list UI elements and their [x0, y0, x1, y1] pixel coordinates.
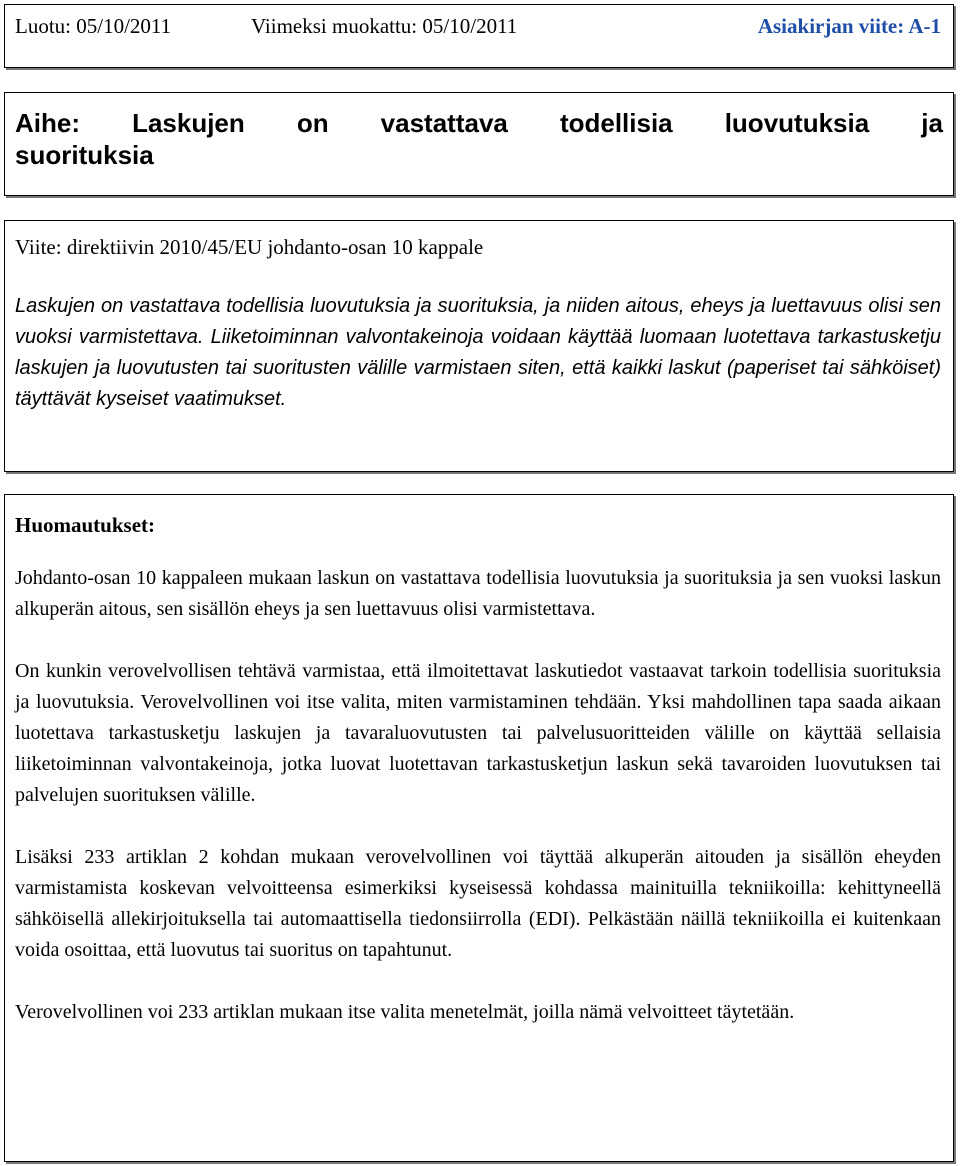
created-date: Luotu: 05/10/2011 [15, 14, 172, 38]
notes-box [4, 494, 954, 1162]
subject-word: todellisia [559, 108, 673, 138]
reference-text: Laskujen on vastattava todellisia luovutuksia ja suorituksia, ja niiden aitous, eheys ja luettavuus olisi sen vuoksi varmistettava. Liiketoiminnan valvontakeinoja voidaan käyttää luomaan luotettava tarkastusketju laskujen ja luovutusten tai suoritusten välille varmistaen siten, että kaikki laskut (paperiset tai sähköiset) täyttävät kyseiset vaatimukset. [15, 295, 941, 410]
subject-box [4, 92, 954, 196]
reference-citation: Viite: direktiivin 2010/45/EU johdanto-osan 10 kappale [15, 235, 484, 259]
subject-word: vastattava [380, 108, 508, 138]
notes-paragraph: On kunkin verovelvollisen tehtävä varmistaa, että ilmoitettavat laskutiedot vastaavat tarkoin todellisia suorituksia ja luovutuksia. Verovelvollinen voi itse valita, miten varmistaminen tehdään. Yksi mahdollinen tapa saada aikaan luotettava tarkastusketju laskujen ja tavaraluovutusten tai palvelusuoritteiden välille on käyttää sellaisia liiketoiminnan valvontakeinoja, jotka luovat luotettavan tarkastusketjun laskun sekä tavaroiden luovutuksen tai palvelujen suorituksen välille. [15, 660, 941, 806]
subject-line-2: suorituksia [15, 140, 154, 170]
notes-body [15, 563, 941, 1059]
subject-word: ja [921, 108, 943, 138]
document-header [4, 4, 954, 68]
notes-paragraph: Verovelvollinen voi 233 artiklan mukaan itse valita menetelmät, joilla nämä velvoitteet täytetään. [15, 1001, 795, 1023]
subject-word: Laskujen [132, 108, 245, 138]
subject-title [15, 107, 943, 171]
notes-paragraph: Johdanto-osan 10 kappaleen mukaan laskun on vastattava todellisia luovutuksia ja suorituksia ja sen vuoksi laskun alkuperän aitous, sen sisällön eheys ja sen luettavuus olisi varmistettava. [15, 567, 941, 620]
notes-heading: Huomautukset: [15, 513, 156, 537]
reference-box [4, 220, 954, 472]
subject-word: on [296, 108, 329, 138]
document-reference: Asiakirjan viite: A-1 [757, 14, 941, 38]
subject-word: Aihe: [15, 108, 80, 138]
subject-word: luovutuksia [724, 108, 870, 138]
modified-date: Viimeksi muokattu: 05/10/2011 [251, 14, 518, 38]
notes-paragraph: Lisäksi 233 artiklan 2 kohdan mukaan verovelvollinen voi täyttää alkuperän aitouden ja sisällön eheyden varmistamista koskevan velvoitteensa esimerkiksi kyseisessä kohdassa mainituilla tekniikoilla: kehittyneellä sähköisellä allekirjoituksella tai automaattisella tiedonsiirrolla (EDI). Pelkästään näillä tekniikoilla ei kuitenkaan voida osoittaa, että luovutus tai suoritus on tapahtunut. [15, 846, 941, 961]
subject-line-1 [15, 107, 943, 139]
